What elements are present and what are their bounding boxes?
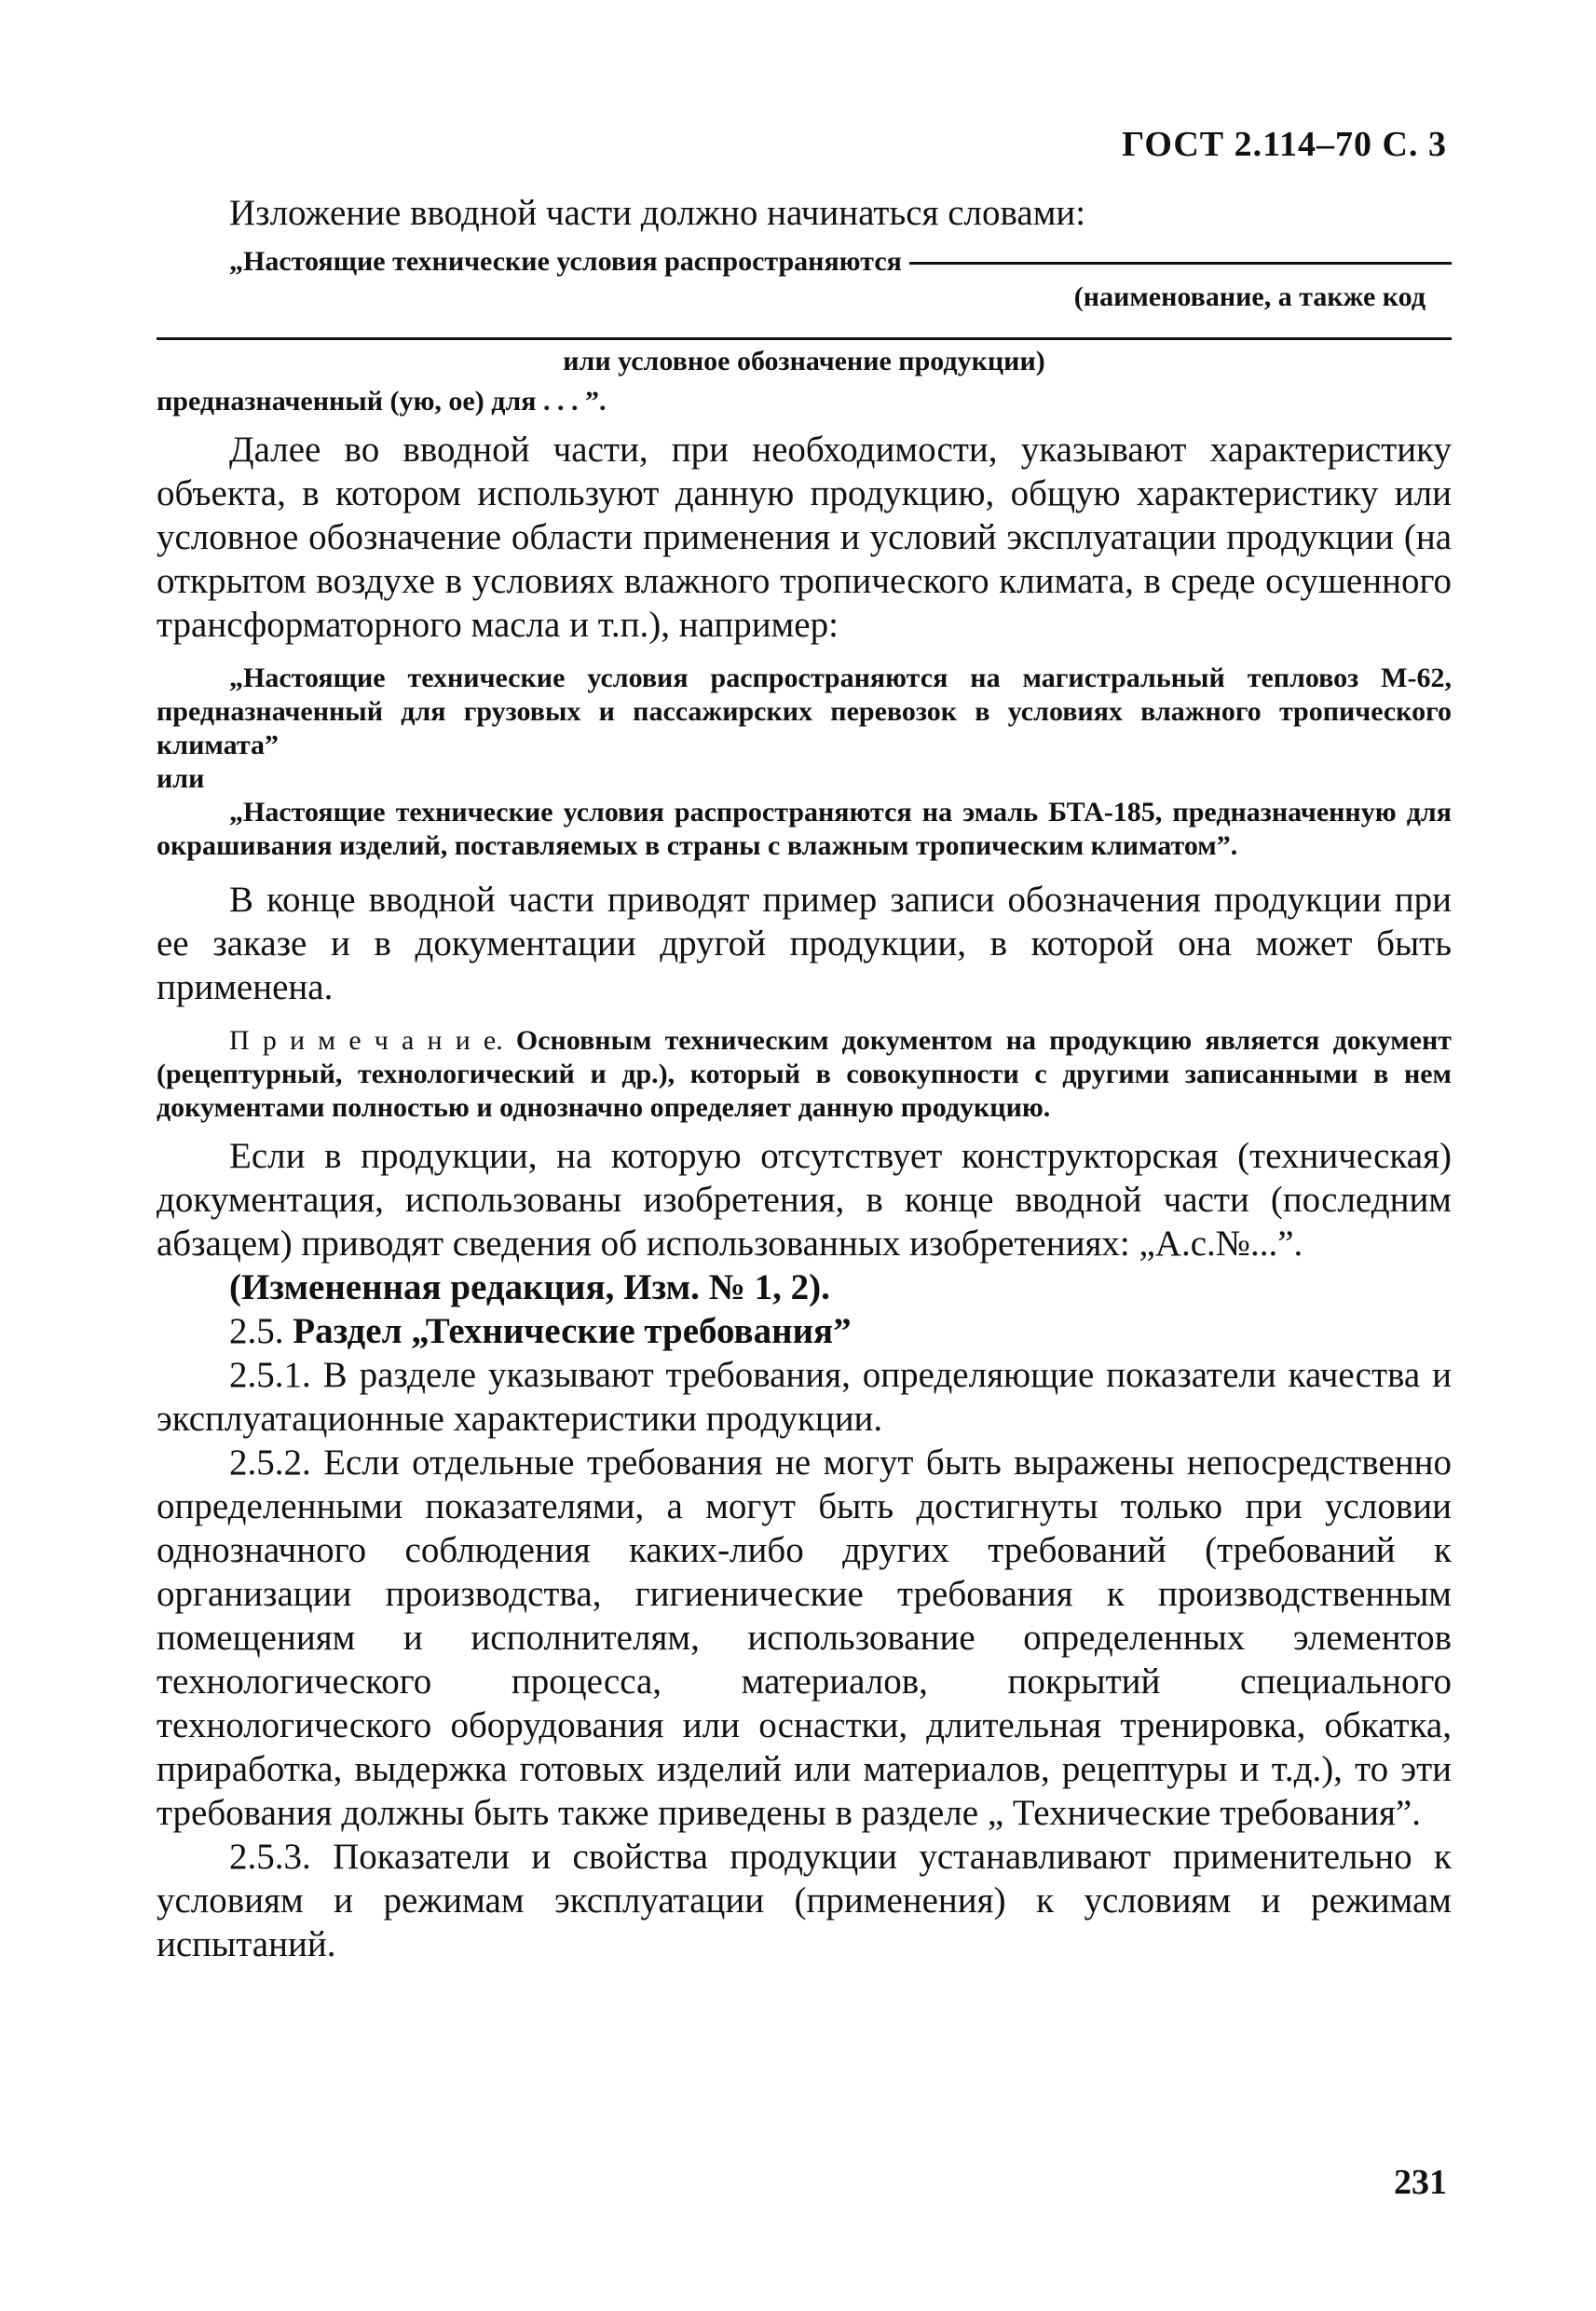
template-line [157,246,1452,278]
section-number: 2.5. [229,1311,284,1351]
fill-line [909,261,1452,265]
template-end: предназначенный (ую, ое) для . . . ”. [157,386,607,417]
section-title: Раздел „Технические требования” [293,1311,852,1351]
page-header-standard-ref: ГОСТ 2.114–70 С. 3 [1122,125,1447,164]
example-2: „Настоящие технические условия распространяются на эмаль БТА-185, предназначенную для окрашивания изделий, поставляемых в страны с влажным тропическим климатом”. [157,797,1452,861]
example-1: „Настоящие технические условия распространяются на магистральный тепловоз М-62, предназначенный для грузовых и пассажирских перевозок в условиях влажного тропического климата” [157,663,1452,760]
note-text: Основным техническим документом на продукцию является документ (рецептурный, технологический и др.), который в совокупности с другими записанными в нем документами полностью и однозначно определяет данную продукцию. [157,1025,1452,1123]
clause-2-5-2: 2.5.2. Если отдельные требования не могут быть выражены непосредственно определенными показателями, а могут быть достигнуты только при условии однозначного соблюдения каких-либо других требований (требований к организации производства, гигиенические требования к производственным помещениям и исполнителям, использование определенных элементов технологического процесса, материалов, покрытий специального технологического оборудования или оснастки, длительная тренировка, обкатка, приработка, выдержка готовых изделий или материалов, рецептуры и т.д.), то эти требования должны быть также приведены в разделе „ Технические требования”. [157,1443,1452,1833]
clause-2-5-1: 2.5.1. В разделе указывают требования, определяющие показатели качества и эксплуатационные характеристики продукции. [157,1355,1452,1439]
page-content [157,191,1452,1966]
paragraph-inventions: Если в продукции, на которую отсутствует конструкторская (техническая) документация, использованы изобретения, в конце вводной части (последним абзацем) приводят сведения об использованных изобретениях: „А.с.№...”. [157,1136,1452,1264]
template-caption-1: (наименование, а также код [1073,281,1425,312]
clause-2-5-3: 2.5.3. Показатели и свойства продукции устанавливают применительно к условиям и режимам эксплуатации (применения) к условиям и режимам испытаний. [157,1837,1452,1964]
paragraph-end-intro: В конце вводной части приводят пример записи обозначения продукции при ее заказе и в документации другой продукции, в которой она может быть применена. [157,880,1452,1007]
fill-rule [157,337,1452,340]
note-label: П р и м е ч а н и е. [229,1025,503,1056]
paragraph-further: Далее во вводной части, при необходимости, указывают характеристику объекта, в котором используют данную продукцию, общую характеристику или условное обозначение области применения и условий эксплуатации продукции (на открытом воздухе в условиях влажного тропического климата, в среде осушенного трансформаторного масла и т.п.), например: [157,430,1452,645]
or-word: или [157,763,205,794]
page-number: 231 [1394,2163,1447,2202]
amendment-note: (Измененная редакция, Изм. № 1, 2). [229,1267,830,1307]
intro-lead: Изложение вводной части должно начинаться словами: [229,193,1086,233]
note [157,1024,1452,1125]
template-start: „Настоящие технические условия распространяются [229,246,902,277]
template-caption-2: или условное обозначение продукции) [563,346,1045,376]
section-heading [157,1309,1452,1353]
